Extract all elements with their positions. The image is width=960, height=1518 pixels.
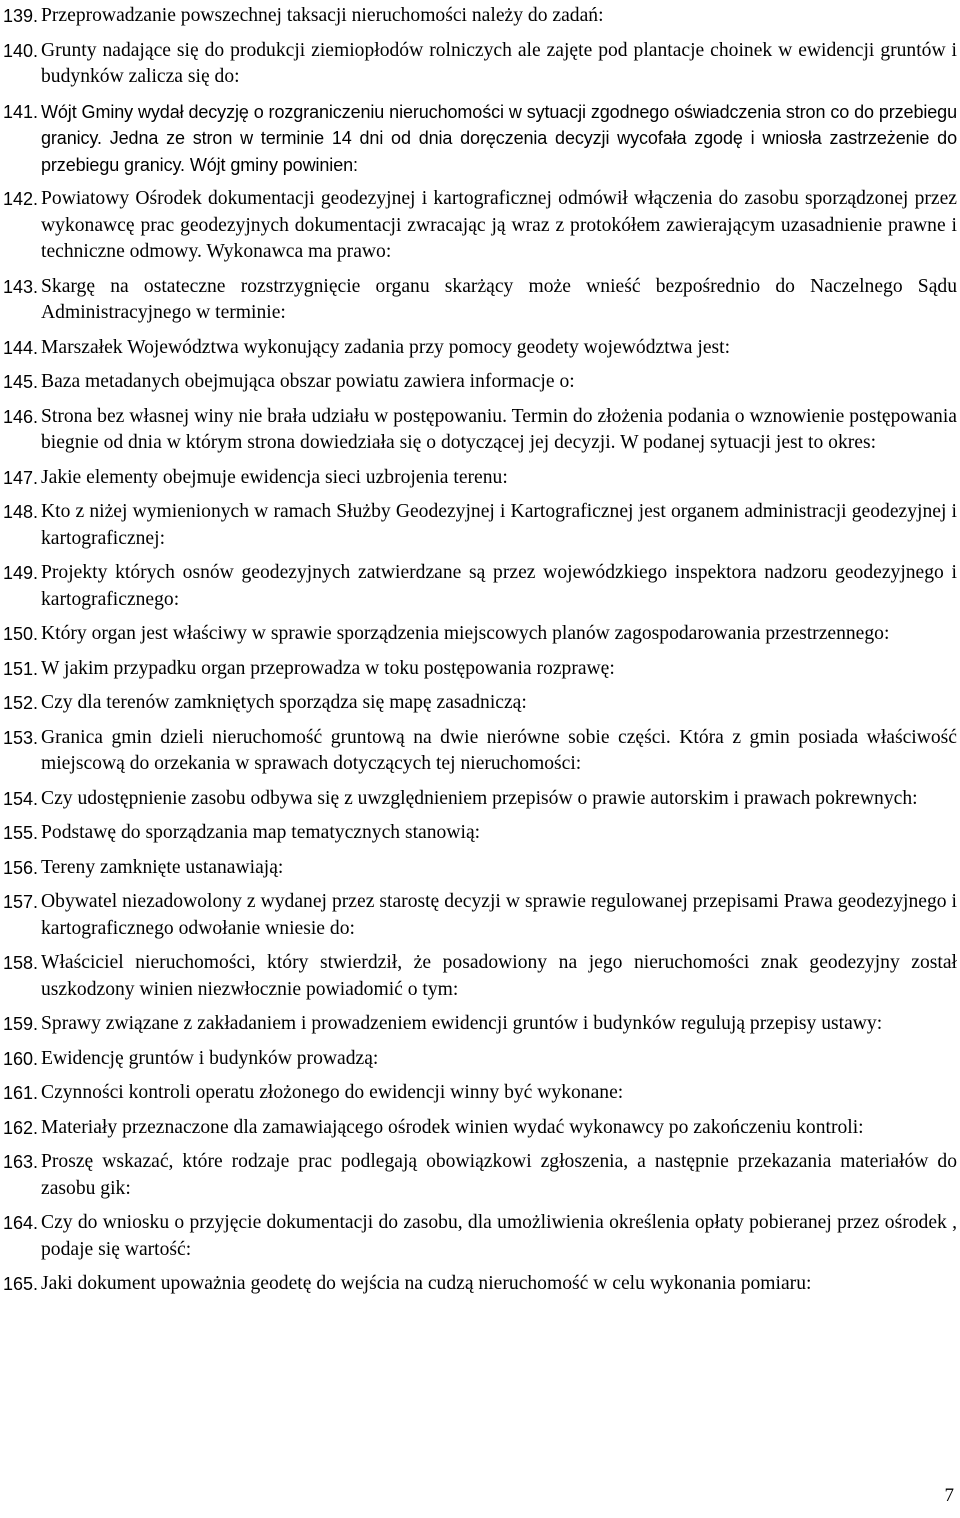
question-text: Czy udostępnienie zasobu odbywa się z uwzględnieniem przepisów o prawie autorskim i prawach pokrewnych: (41, 787, 918, 809)
question-text: Tereny zamknięte ustanawiają: (41, 856, 284, 878)
question-number: 153. (3, 727, 39, 748)
question-number: 162. (3, 1117, 39, 1138)
question-160 (3, 1046, 957, 1073)
question-number: 139. (3, 6, 39, 26)
question-text: Podstawę do sporządzania map tematycznych stanowią: (41, 822, 481, 843)
question-161 (3, 1080, 957, 1107)
question-155 (3, 820, 957, 847)
question-158 (3, 950, 957, 1003)
question-149 (3, 560, 957, 613)
question-150 (3, 621, 957, 648)
question-text: Jaki dokument upoważnia geodetę do wejścia na cudzą nieruchomość w celu wykonania pomiaru: (41, 1273, 812, 1294)
page-number: 7 (944, 1485, 954, 1506)
question-147 (3, 465, 957, 492)
question-146 (3, 404, 957, 457)
question-number: 163. (3, 1152, 39, 1172)
question-text: Ewidencję gruntów i budynków prowadzą: (41, 1047, 379, 1069)
question-number: 152. (3, 693, 39, 713)
question-text: Obywatel niezadowolony z wydanej przez starostę decyzji w sprawie regulowanej przepisami Prawa geodezyjnego i kartograficznego odwołanie wniesie do: (41, 891, 957, 939)
question-162 (3, 1115, 957, 1142)
question-number: 142. (3, 189, 39, 209)
question-156 (3, 855, 957, 882)
question-text: Powiatowy Ośrodek dokumentacji geodezyjnej i kartograficznej odmówił włączenia do zasobu sporządzonej przez wykonawcę prac geodezyjnych dokumentacji zwracając ją wraz z protokółem zawierającym uzasadnienie prawne i techniczne odmowy. Wykonawca ma prawo: (41, 188, 957, 262)
question-number: 146. (3, 406, 39, 427)
question-text: Grunty nadające się do produkcji ziemiopłodów rolniczych ale zajęte pod plantacje choinek w ewidencji gruntów i budynków zalicza się do: (41, 39, 957, 87)
question-163 (3, 1149, 957, 1202)
question-number: 161. (3, 1083, 39, 1103)
question-text: Materiały przeznaczone dla zamawiającego ośrodek winien wydać wykonawcy po zakończeniu kontroli: (41, 1116, 864, 1138)
question-text: Projekty których osnów geodezyjnych zatwierdzane są przez wojewódzkiego inspektora nadzoru geodezyjnego i kartograficznego: (41, 562, 957, 610)
question-number: 159. (3, 1014, 39, 1034)
question-text: Czynności kontroli operatu złożonego do ewidencji winny być wykonane: (41, 1082, 624, 1103)
question-152 (3, 690, 957, 717)
question-number: 160. (3, 1048, 39, 1069)
question-153 (3, 725, 957, 778)
question-number: 143. (3, 276, 39, 297)
question-text: Proszę wskazać, które rodzaje prac podlegają obowiązkowi zgłoszenia, a następnie przekazania materiałów do zasobu gik: (41, 1151, 957, 1199)
question-144 (3, 335, 957, 362)
question-number: 148. (3, 502, 39, 522)
question-number: 141. (3, 101, 39, 122)
question-text: Czy dla terenów zamkniętych sporządza się mapę zasadniczą: (41, 692, 527, 713)
question-143 (3, 274, 957, 327)
question-157 (3, 889, 957, 942)
question-154 (3, 786, 957, 813)
question-148 (3, 499, 957, 552)
question-number: 149. (3, 563, 39, 583)
question-text: Właściciel nieruchomości, który stwierdził, że posadowiony na jego nieruchomości znak geodezyjny został uszkodzony winien niezwłocznie powiadomić o tym: (41, 952, 957, 1000)
question-140 (3, 38, 957, 91)
question-text: Granica gmin dzieli nieruchomość gruntową na dwie nierówne sobie części. Która z gmin posiada właściwość miejscową do orzekania w sprawach dotyczących tej nieruchomości: (41, 726, 957, 774)
question-text: Skargę na ostateczne rozstrzygnięcie organu skarżący może wnieść bezpośrednio do Naczelnego Sądu Administracyjnego w terminie: (41, 275, 957, 323)
question-number: 145. (3, 372, 39, 392)
question-number: 165. (3, 1274, 39, 1294)
question-164 (3, 1210, 957, 1263)
question-number: 150. (3, 624, 39, 644)
question-text: Kto z niżej wymienionych w ramach Służby Geodezyjnej i Kartograficznej jest organem administracji geodezyjnej i kartograficznej: (41, 501, 957, 549)
question-number: 164. (3, 1213, 39, 1233)
question-text: Wójt Gminy wydał decyzję o rozgraniczeniu nieruchomości w sytuacji zgodnego oświadczenia stron co do przebiegu granicy. Jedna ze stron w terminie 14 dni od dnia doręczenia decyzji wycofała zgodę i wniosła zastrzeżenie do przebiegu granicy. Wójt gminy powinien: (41, 101, 957, 175)
question-number: 156. (3, 857, 39, 878)
question-text: Czy do wniosku o przyjęcie dokumentacji do zasobu, dla umożliwienia określenia opłaty pobieranej przez ośrodek , podaje się wartość: (41, 1212, 957, 1260)
question-text: Sprawy związane z zakładaniem i prowadzeniem ewidencji gruntów i budynków regulują przepisy ustawy: (41, 1013, 883, 1034)
question-number: 154. (3, 788, 39, 809)
question-number: 157. (3, 892, 39, 912)
question-text: Przeprowadzanie powszechnej taksacji nieruchomości należy do zadań: (41, 5, 604, 26)
question-145 (3, 369, 957, 396)
question-text: Który organ jest właściwy w sprawie sporządzenia miejscowych planów zagospodarowania przestrzennego: (41, 623, 890, 644)
question-text: Jakie elementy obejmuje ewidencja sieci uzbrojenia terenu: (41, 466, 508, 488)
question-142 (3, 186, 957, 266)
question-text: Marszałek Województwa wykonujący zadania przy pomocy geodety województwa jest: (41, 336, 731, 358)
question-text: W jakim przypadku organ przeprowadza w toku postępowania rozprawę: (41, 657, 615, 679)
question-text: Baza metadanych obejmująca obszar powiatu zawiera informacje o: (41, 371, 575, 392)
question-number: 144. (3, 337, 39, 358)
question-139 (3, 3, 957, 30)
question-number: 147. (3, 467, 39, 488)
question-165 (3, 1271, 957, 1298)
question-number: 155. (3, 823, 39, 843)
question-number: 158. (3, 953, 39, 973)
question-141 (3, 99, 957, 179)
question-159 (3, 1011, 957, 1038)
question-text: Strona bez własnej winy nie brała udziału w postępowaniu. Termin do złożenia podania o wznowienie postępowania biegnie od dnia w którym strona dowiedziała się o dotyczącej jej decyzji. W podanej sytuacji jest to okres: (41, 405, 957, 453)
question-number: 140. (3, 40, 39, 61)
question-number: 151. (3, 658, 39, 679)
question-151 (3, 656, 957, 683)
